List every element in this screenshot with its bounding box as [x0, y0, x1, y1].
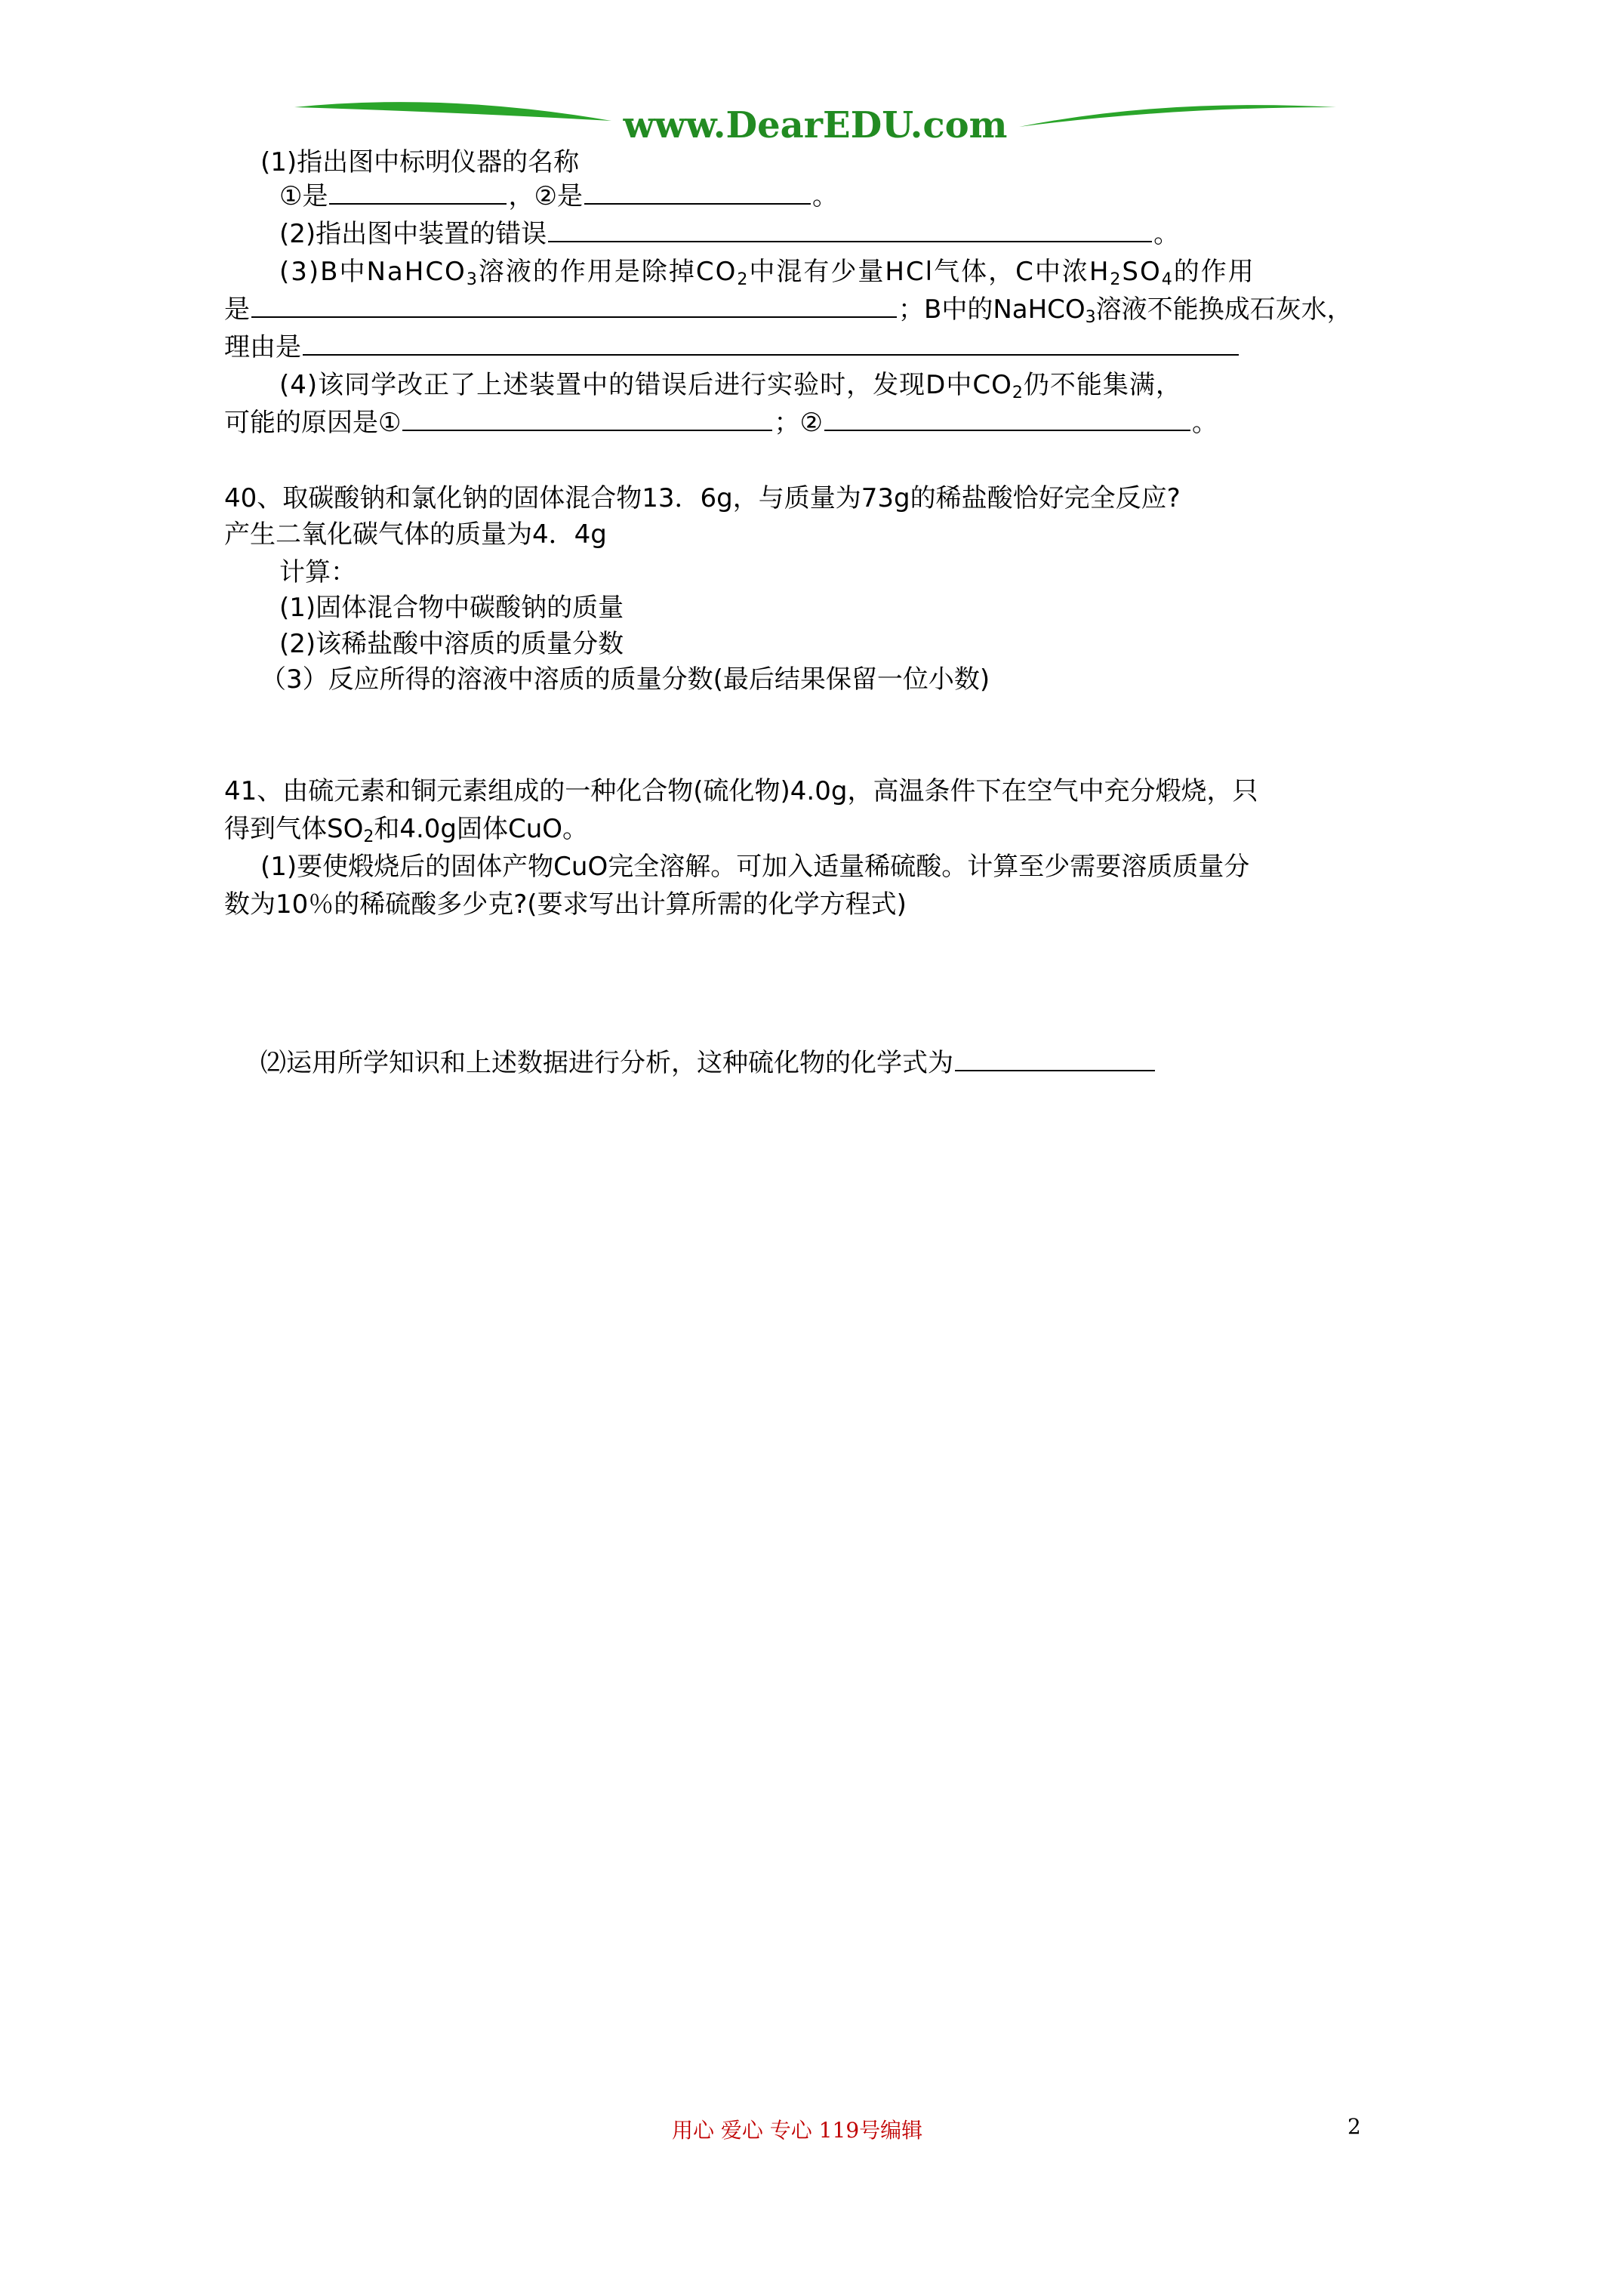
q40-sub1: (1)固体混合物中碳酸钠的质量	[279, 593, 624, 623]
q39-part2: (2)指出图中装置的错误 。	[279, 215, 1179, 253]
page-number: 2	[1347, 2114, 1361, 2139]
answer-blank[interactable]	[303, 330, 1239, 356]
q40-line1: 40、取碳酸钠和氯化钠的固体混合物13．6g，与质量为73g的稀盐酸恰好完全反应?	[224, 483, 1181, 513]
logo-right-swoosh	[1019, 105, 1336, 127]
answer-blank[interactable]	[251, 292, 897, 318]
q40-calc-label: 计算：	[279, 557, 356, 587]
logo-text: www.DearEDU.com	[623, 104, 1008, 146]
answer-blank[interactable]	[402, 405, 772, 431]
footer-text: 用心 爱心 专心 119号编辑	[672, 2118, 923, 2143]
q40-sub2: (2)该稀盐酸中溶质的质量分数	[279, 629, 624, 659]
q39-part4-line2: 可能的原因是① ；② 。	[224, 404, 1218, 442]
q41-line1: 41、由硫元素和铜元素组成的一种化合物(硫化物)4.0g，高温条件下在空气中充分煅烧，只	[224, 776, 1258, 806]
q40-line2: 产生二氧化碳气体的质量为4．4g	[224, 519, 607, 550]
answer-blank[interactable]	[329, 179, 507, 205]
logo-left-swoosh	[294, 102, 611, 121]
q39-part1-answers: ①是 ，②是 。	[279, 177, 838, 215]
answer-blank[interactable]	[584, 179, 811, 205]
answer-blank[interactable]	[548, 217, 1152, 242]
answer-blank[interactable]	[824, 405, 1190, 431]
q41-part1-line1: (1)要使煅烧后的固体产物CuO完全溶解。可加入适量稀硫酸。计算至少需要溶质质量分	[260, 852, 1250, 882]
q41-part2: ⑵运用所学知识和上述数据进行分析，这种硫化物的化学式为	[260, 1044, 1156, 1082]
q39-part4-line1: (4)该同学改正了上述装置中的错误后进行实验时，发现D中$CO_2$仍不能集满，	[279, 370, 1182, 402]
q39-part1-title: (1)指出图中标明仪器的名称	[260, 147, 580, 177]
q41-line2: 得到气体$SO_2$和4.0g固体CuO。	[224, 814, 589, 846]
answer-blank[interactable]	[955, 1046, 1155, 1071]
q39-part3-line1: (3)B中NaHCO$_3$溶液的作用是除掉$CO_2$中混有少量HCl气体，C中浓$H_2SO_4$的作用	[279, 257, 1255, 289]
q41-part1-line2: 数为10％的稀硫酸多少克?(要求写出计算所需的化学方程式)	[224, 889, 907, 920]
q39-part3-line3: 理由是	[224, 328, 1240, 366]
q39-part3-line2: 是 ；B中的NaHCO$_3$溶液不能换成石灰水，	[224, 291, 1353, 328]
q40-sub3: （3）反应所得的溶液中溶质的质量分数(最后结果保留一位小数)	[260, 664, 990, 695]
